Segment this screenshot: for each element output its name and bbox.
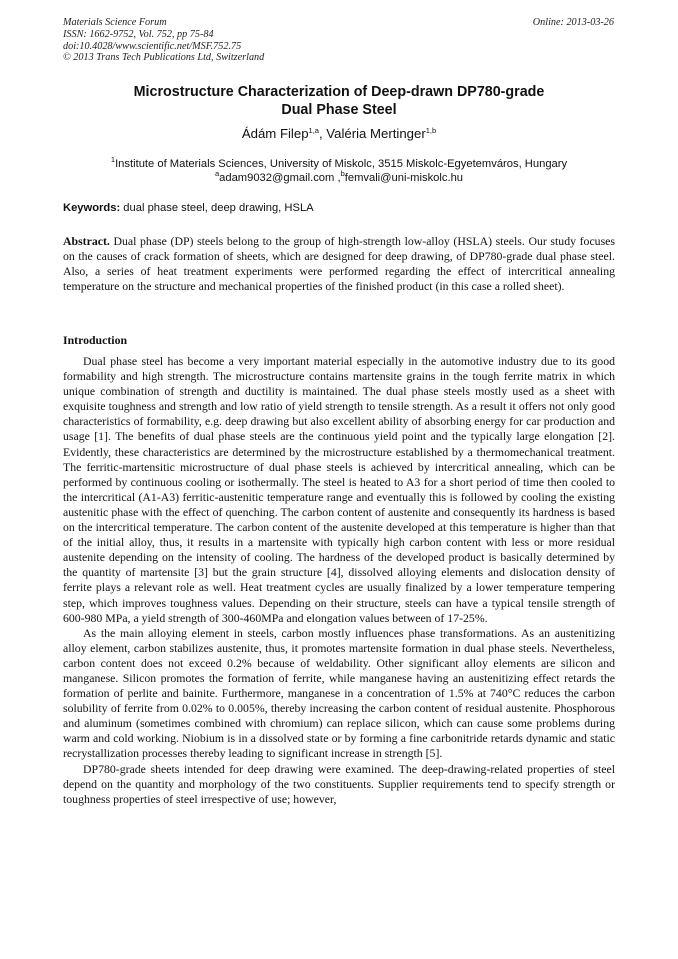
email-a[interactable]: adam9032@gmail.com ,	[219, 171, 341, 184]
email-line	[0, 168, 678, 186]
issn-line: ISSN: 1662-9752, Vol. 752, pp 75-84	[63, 28, 214, 40]
author-1: Ádám Filep	[241, 126, 309, 141]
author-2-sup: 1,b	[425, 126, 437, 135]
section-heading-introduction: Introduction	[63, 333, 128, 347]
title-line-1: Microstructure Characterization of Deep-drawn DP780-grade	[133, 84, 545, 100]
copyright-line: © 2013 Trans Tech Publications Ltd, Switzerland	[63, 52, 265, 64]
affiliation-text: Institute of Materials Sciences, University of Miskolc, 3515 Miskolc-Egyetemváros, Hungary	[115, 158, 568, 170]
affiliation-line	[0, 155, 678, 172]
email-b-sup: b	[340, 168, 345, 178]
affiliation-sup: 1	[110, 155, 116, 164]
author-2: Valéria Mertinger	[326, 126, 426, 141]
paragraph: Dual phase steel has become a very important material especially in the automotive industry due to its good formability and high strength. The microstructure contains martensite grains in the tough ferrite matrix in which unique combination of strength and ductility is maintained. The dual phase steels mostly used as a sheet with exquisite toughness and strength and low ratio of yield strength to tensile strength. As a result it offers not only good characteristics of formability, e.g. deep drawing but also excellent ability of absorbing energy for car production and usage [1]. The benefits of dual phase steels are the continuous yield point and the typically large elongation [2]. Evidently, these characteristics are determined by the microstructure established by a thermomechanical treatment. The ferritic-martensitic microstructure of dual phase steels is achieved by intercritical annealing, which can be performed by continuous cooling or isothermally. The steel is heated to A3 for a short period of time then cooled to the intercritical (A1-A3) ferritic-austenitic temperature range and eventually this is followed by cooling the existing austenitic phase with the effect of quenching. The carbon content of austenite and consequently its hardness is based on the intercritical temperature. The carbon content of the austenite developed at this temperature is higher than that of the initial alloy, thus, it results in a martensite with typically high carbon content with less or more residual austenite depending on the intensity of cooling. The hardness of the developed product is basically determined by the quantity of martensite [3] but the grain structure [4], dissolved alloying elements and dislocation density of ferrite plays a relevant role as well. Heat treatment cycles are usually finalized by a lower temperature tempering step, which improves toughness values. Depending on their structure, steels can have a typical tensile strength of 600-980 MPa, a yield strength of 300-460MPa and elongation values between of 17-25%.	[63, 354, 615, 625]
paragraph: As the main alloying element in steels, carbon mostly influences phase transformations. As an austenitizing alloy element, carbon stabilizes austenite, thus, it promotes martensite formation in dual phase steels. Nevertheless, carbon content does not exceed 0.2% because of weldability. Other significant alloy elements are silicon and manganese. Silicon promotes the formation of ferrite, while manganese having an austenitizing effect retards the formation of perlite and bainite. Furthermore, manganese in a concentration of 1.5% at 740°C reduces the carbon solubility of ferrite from 0.02% to 0.005%, thereby increasing the carbon content of residual austenite. Phosphorous and aluminum (sometimes combined with chromium) can replace silicon, which can cause some problems during warm and cold working. Niobium is in a dissolved state or by forming a fine carbonitride retards dynamic and static recrystallization processes thereby leading to significant increase in strength [5].	[63, 625, 615, 761]
abstract-text: Dual phase (DP) steels belong to the group of high-strength low-alloy (HSLA) steels. Our study focuses on the causes of crack formation of sheets, which are designed for deep drawing, of DP780-grade dual phase steel. Also, a series of heat treatment experiments were performed regarding the effect of intercritical annealing temperature on the structure and mechanical properties of the finished product (in this case a rolled sheet).	[63, 234, 615, 294]
keywords	[63, 201, 314, 215]
journal-header	[63, 17, 264, 64]
email-b[interactable]: femvali@uni-miskolc.hu	[344, 171, 464, 184]
title-line-2: Dual Phase Steel	[281, 102, 397, 118]
doi-line: doi:10.4028/www.scientific.net/MSF.752.75	[63, 40, 242, 52]
email-a-sup: a	[214, 168, 220, 178]
online-date: Online: 2013-03-26	[532, 17, 614, 28]
keywords-text: dual phase steel, deep drawing, HSLA	[120, 202, 314, 214]
author-separator: ,	[318, 126, 327, 141]
journal-name: Materials Science Forum	[63, 17, 167, 28]
abstract	[63, 234, 615, 294]
introduction-body	[63, 354, 615, 807]
paper-title	[0, 83, 678, 119]
keywords-label: Keywords:	[63, 202, 121, 214]
author-1-sup: 1,a	[308, 126, 319, 135]
author-list	[0, 126, 678, 142]
abstract-label: Abstract.	[63, 234, 110, 248]
affiliation-block	[0, 155, 678, 185]
paragraph: DP780-grade sheets intended for deep drawing were examined. The deep-drawing-related properties of steel depend on the quantity and morphology of the two constituents. Supplier requirements tend to specify strength or toughness properties of steel irrespective of use; however,	[63, 761, 615, 806]
